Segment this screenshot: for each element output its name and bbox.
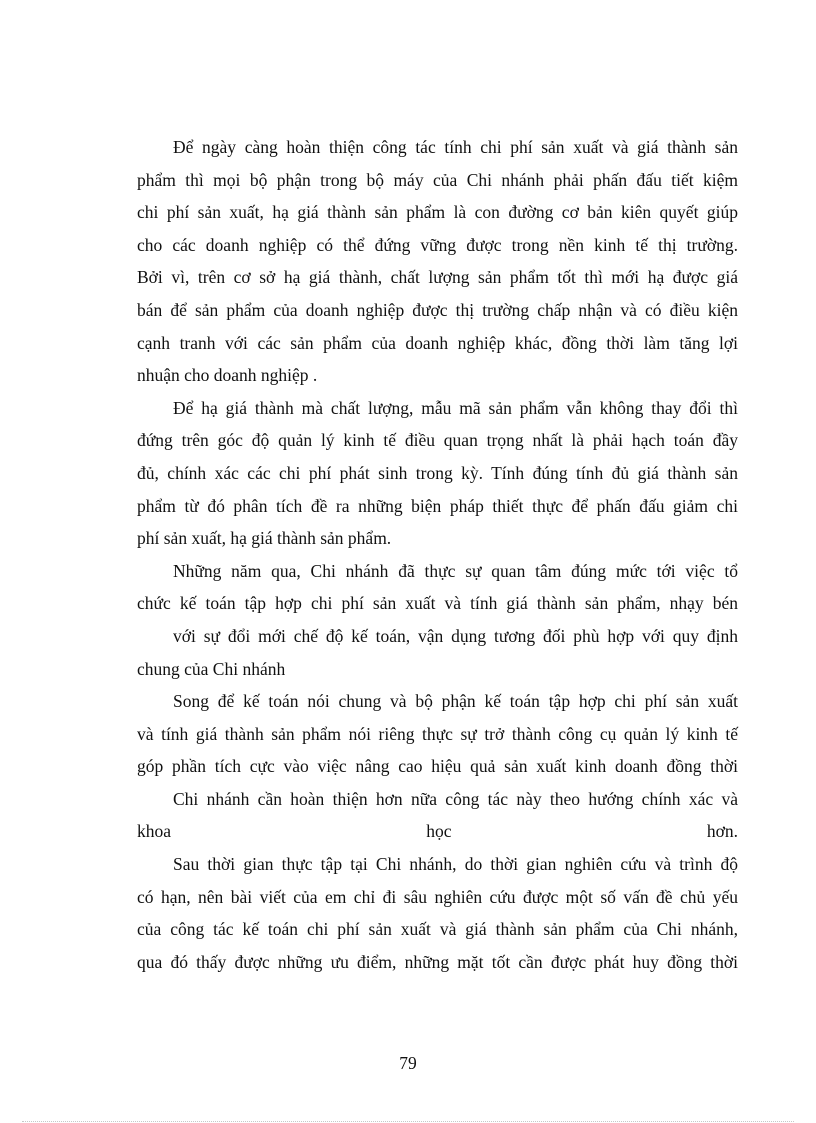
text-line: Những năm qua, Chi nhánh đã thực sự quan tâm đúng mức tới việc tổ [173,560,738,581]
text-line: và tính giá thành sản phẩm nói riêng thực sự trở thành công cụ quản lý kinh tế [137,723,738,744]
text-line: đủ, chính xác các chi phí phát sinh trong kỳ. Tính đúng tính đủ giá thành sản [137,462,738,483]
text-line: Để ngày càng hoàn thiện công tác tính chi phí sản xuất và giá thành sản [173,137,738,157]
text-line: qua đó thấy được những ưu điểm, những mặt tốt cần được phát huy đồng thời [137,951,738,972]
text-line: nhuận cho doanh nghiệp . [137,365,318,386]
text-line: cho các doanh nghiệp có thể đứng vững được trong nền kinh tế thị trường. [137,234,738,255]
text-line: góp phần tích cực vào việc nâng cao hiệu quả sản xuất kinh doanh đồng thời [137,756,738,777]
text-line: đứng trên góc độ quản lý kinh tế điều quan trọng nhất là phải hạch toán đầy [137,430,738,451]
page-number: 79 [399,1053,417,1073]
text-line: của công tác kế toán chi phí sản xuất và giá thành sản phẩm của Chi nhánh, [137,919,738,940]
text-line: Chi nhánh cần hoàn thiện hơn nữa công tác này theo hướng chính xác và [173,788,738,809]
page-bottom-divider [22,1121,794,1122]
text-line: Song để kế toán nói chung và bộ phận kế toán tập hợp chi phí sản xuất [173,691,738,712]
text-line: chức kế toán tập hợp chi phí sản xuất và tính giá thành sản phẩm, nhạy bén [137,593,738,614]
body-text [137,131,738,978]
text-line: phẩm từ đó phân tích đề ra những biện pháp thiết thực để phấn đấu giảm chi [137,495,738,516]
text-line: Bởi vì, trên cơ sở hạ giá thành, chất lượng sản phẩm tốt thì mới hạ được giá [137,267,738,288]
text-line: phẩm thì mọi bộ phận trong bộ máy của Chi nhánh phải phấn đấu tiết kiệm [137,169,738,190]
text-line: phí sản xuất, hạ giá thành sản phẩm. [137,528,392,549]
text-line: với sự đổi mới chế độ kế toán, vận dụng tương đối phù hợp với quy định [173,625,738,646]
text-line: Để hạ giá thành mà chất lượng, mẫu mã sản phẩm vẫn không thay đổi thì [173,397,738,418]
text-line: bán để sản phẩm của doanh nghiệp được thị trường chấp nhận và có điều kiện [137,299,738,320]
text-line: có hạn, nên bài viết của em chỉ đi sâu nghiên cứu được một số vấn đề chủ yếu [137,886,738,907]
text-line: Sau thời gian thực tập tại Chi nhánh, do thời gian nghiên cứu và trình độ [173,854,738,875]
text-line: chung của Chi nhánh [137,658,286,679]
text-line: cạnh tranh với các sản phẩm của doanh nghiệp khác, đồng thời làm tăng lợi [137,332,738,353]
text-line: chi phí sản xuất, hạ giá thành sản phẩm là con đường cơ bản kiên quyết giúp [137,202,738,223]
text-line: khoa học hơn. [137,821,738,842]
